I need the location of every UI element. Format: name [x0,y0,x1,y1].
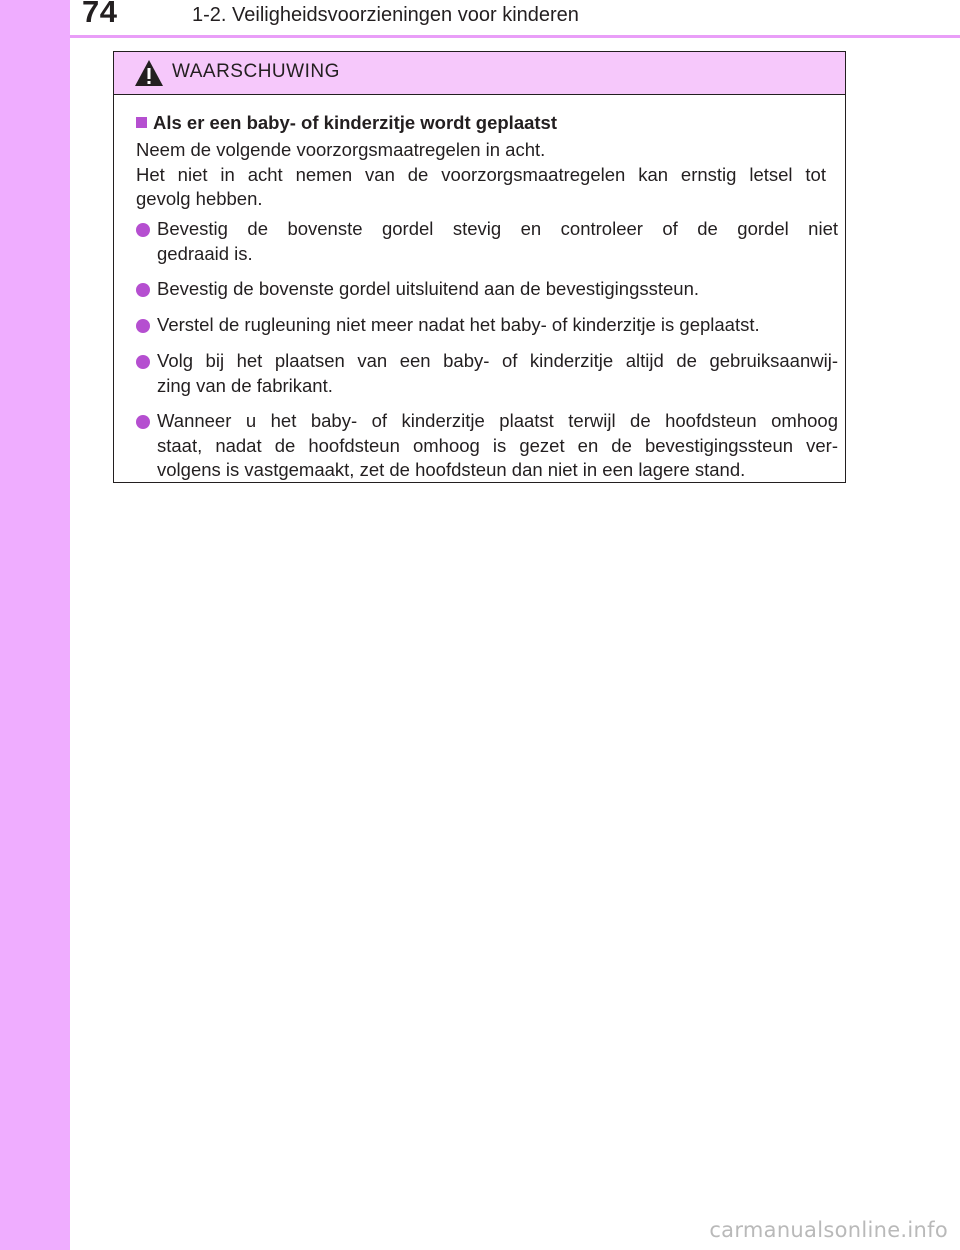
bullet-dot-icon [136,355,150,369]
bullet-text [157,349,838,398]
intro-line: Het niet in acht nemen van de voorzorgsmaatregelen kan ernstig letsel tot [136,163,826,185]
square-bullet-icon [136,117,147,128]
bullet-line: volgens is vastgemaakt, zet de hoofdsteun dan niet in een lagere stand. [157,459,746,480]
warning-box [113,51,846,483]
bullet-dot-icon [136,415,150,429]
bullet-line: gedraaid is. [157,242,253,264]
header-rule [70,35,960,38]
bullet-text [157,409,838,483]
bullet-dot-icon [136,223,150,237]
section-title: 1-2. Veiligheidsvoorzieningen voor kinderen [192,4,579,26]
warning-triangle-icon [134,59,164,87]
intro-line: gevolg hebben. [136,188,263,209]
bullet-line: Bevestig de bovenste gordel uitsluitend aan de bevestigingssteun. [157,278,700,299]
bullet-line: Verstel de rugleuning niet meer nadat het baby- of kinderzitje is geplaatst. [157,314,760,335]
bullet-line: Volg bij het plaatsen van een baby- of kinderzitje altijd de gebruiksaanwij- [157,350,838,371]
bullet-text [157,217,838,266]
footer-watermark: carmanualsonline.info [709,1218,948,1242]
page-number: 74 [82,0,118,29]
warning-title: WAARSCHUWING [172,61,340,82]
item-heading-text: Als er een baby- of kinderzitje wordt geplaatst [153,112,558,133]
bullet-line: zing van de fabrikant. [157,374,333,396]
bullet-dot-icon [136,319,150,333]
bullet-line: Bevestig de bovenste gordel stevig en controleer of de gordel niet [157,218,838,239]
intro-line: Neem de volgende voorzorgsmaatregelen in acht. [136,139,546,160]
warning-header [114,52,845,95]
bullet-text [157,313,838,338]
side-margin-band [0,0,70,1250]
bullet-line: Wanneer u het baby- of kinderzitje plaatst terwijl de hoofdsteun omhoog [157,410,838,431]
bullet-line: staat, nadat de hoofdsteun omhoog is gezet en de bevestigingssteun ver- [157,434,838,456]
bullet-dot-icon [136,283,150,297]
item-heading [136,110,826,136]
intro-paragraph [136,138,826,212]
bullet-text [157,277,838,302]
